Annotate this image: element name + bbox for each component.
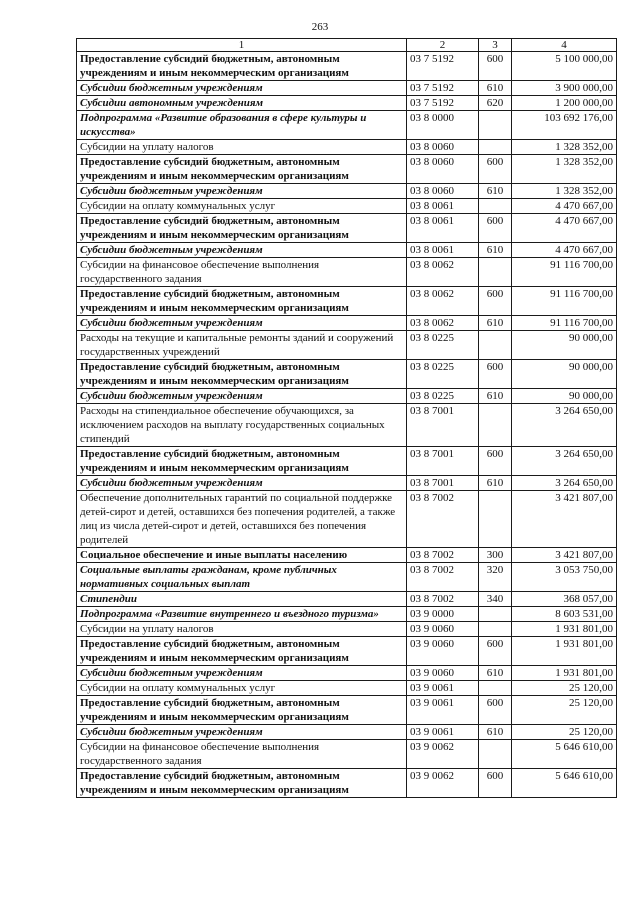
row-type-cell [479,331,512,360]
header-col-3: 3 [479,39,512,52]
table-row [77,155,617,184]
row-name-cell: Субсидии бюджетным учреждениям [77,389,407,404]
row-type-cell: 610 [479,666,512,681]
row-code-cell: 03 8 0061 [407,214,479,243]
row-name-cell: Предоставление субсидий бюджетным, автономным учреждениям и иным некоммерческим организациям [77,447,407,476]
row-name-cell: Предоставление субсидий бюджетным, автономным учреждениям и иным некоммерческим организациям [77,214,407,243]
row-type-cell: 320 [479,563,512,592]
row-code-cell: 03 8 0225 [407,360,479,389]
row-type-cell: 600 [479,696,512,725]
row-amount-cell: 3 900 000,00 [512,81,617,96]
row-name-cell: Субсидии бюджетным учреждениям [77,316,407,331]
row-name-cell: Предоставление субсидий бюджетным, автономным учреждениям и иным некоммерческим организациям [77,52,407,81]
row-code-cell: 03 9 0060 [407,637,479,666]
row-code-cell: 03 8 0060 [407,184,479,199]
row-name-cell: Субсидии на финансовое обеспечение выполнения государственного задания [77,740,407,769]
row-amount-cell: 3 264 650,00 [512,447,617,476]
row-name-cell: Субсидии бюджетным учреждениям [77,184,407,199]
row-code-cell: 03 8 0225 [407,389,479,404]
row-type-cell: 610 [479,316,512,331]
table-row [77,563,617,592]
row-type-cell [479,404,512,447]
table-row [77,96,617,111]
row-amount-cell: 368 057,00 [512,592,617,607]
table-row [77,360,617,389]
table-row [77,389,617,404]
table-row [77,607,617,622]
table-row [77,447,617,476]
row-name-cell: Подпрограмма «Развитие внутреннего и въездного туризма» [77,607,407,622]
row-name-cell: Предоставление субсидий бюджетным, автономным учреждениям и иным некоммерческим организациям [77,287,407,316]
row-amount-cell: 4 470 667,00 [512,243,617,258]
row-type-cell: 610 [479,184,512,199]
row-amount-cell: 90 000,00 [512,331,617,360]
row-amount-cell: 4 470 667,00 [512,199,617,214]
row-type-cell [479,622,512,637]
row-type-cell [479,740,512,769]
row-name-cell: Субсидии автономным учреждениям [77,96,407,111]
row-name-cell: Расходы на стипендиальное обеспечение обучающихся, за исключением расходов на выплату государственных социальных стипендий [77,404,407,447]
row-type-cell: 610 [479,725,512,740]
row-type-cell: 600 [479,155,512,184]
header-col-1: 1 [77,39,407,52]
row-code-cell: 03 8 0061 [407,199,479,214]
row-code-cell: 03 8 7001 [407,404,479,447]
row-code-cell: 03 8 0060 [407,155,479,184]
row-type-cell: 300 [479,548,512,563]
row-name-cell: Субсидии на уплату налогов [77,140,407,155]
row-code-cell: 03 9 0061 [407,681,479,696]
row-name-cell: Субсидии бюджетным учреждениям [77,666,407,681]
row-amount-cell: 25 120,00 [512,696,617,725]
row-type-cell [479,111,512,140]
row-code-cell: 03 9 0060 [407,622,479,637]
row-type-cell: 600 [479,769,512,798]
table-row [77,696,617,725]
row-amount-cell: 3 264 650,00 [512,476,617,491]
table-row [77,81,617,96]
row-type-cell: 600 [479,360,512,389]
row-code-cell: 03 8 0062 [407,287,479,316]
row-amount-cell: 25 120,00 [512,681,617,696]
row-amount-cell: 90 000,00 [512,360,617,389]
row-amount-cell: 90 000,00 [512,389,617,404]
table-row [77,258,617,287]
table-row [77,725,617,740]
table-row [77,740,617,769]
table-row [77,331,617,360]
row-name-cell: Предоставление субсидий бюджетным, автономным учреждениям и иным некоммерческим организациям [77,696,407,725]
table-row [77,592,617,607]
row-amount-cell: 3 053 750,00 [512,563,617,592]
row-code-cell: 03 8 7002 [407,548,479,563]
table-row [77,243,617,258]
table-row [77,548,617,563]
row-name-cell: Субсидии на оплату коммунальных услуг [77,199,407,214]
row-code-cell: 03 8 0000 [407,111,479,140]
row-name-cell: Предоставление субсидий бюджетным, автономным учреждениям и иным некоммерческим организациям [77,769,407,798]
row-amount-cell: 91 116 700,00 [512,287,617,316]
row-name-cell: Социальное обеспечение и иные выплаты населению [77,548,407,563]
row-code-cell: 03 7 5192 [407,81,479,96]
row-name-cell: Обеспечение дополнительных гарантий по социальной поддержке детей-сирот и детей, оставшихся без попечения родителей, а также лиц из числа детей-сирот и детей, оставшихся без попечения родителей [77,491,407,548]
row-type-cell: 610 [479,476,512,491]
row-code-cell: 03 8 7001 [407,447,479,476]
row-amount-cell: 91 116 700,00 [512,316,617,331]
row-amount-cell: 91 116 700,00 [512,258,617,287]
row-name-cell: Субсидии на оплату коммунальных услуг [77,681,407,696]
row-type-cell: 600 [479,52,512,81]
table-row [77,622,617,637]
row-amount-cell: 1 328 352,00 [512,184,617,199]
table-row [77,287,617,316]
row-code-cell: 03 9 0060 [407,666,479,681]
table-row [77,316,617,331]
row-amount-cell: 3 264 650,00 [512,404,617,447]
row-amount-cell: 25 120,00 [512,725,617,740]
row-type-cell: 610 [479,389,512,404]
row-code-cell: 03 9 0062 [407,740,479,769]
row-name-cell: Подпрограмма «Развитие образования в сфере культуры и искусства» [77,111,407,140]
row-type-cell [479,607,512,622]
row-amount-cell: 5 646 610,00 [512,769,617,798]
row-code-cell: 03 8 7002 [407,592,479,607]
table-row [77,140,617,155]
row-code-cell: 03 8 0062 [407,258,479,287]
table-row [77,769,617,798]
row-name-cell: Субсидии бюджетным учреждениям [77,725,407,740]
row-code-cell: 03 8 0060 [407,140,479,155]
row-code-cell: 03 9 0061 [407,725,479,740]
row-type-cell: 620 [479,96,512,111]
row-amount-cell: 4 470 667,00 [512,214,617,243]
row-type-cell: 340 [479,592,512,607]
row-code-cell: 03 8 0225 [407,331,479,360]
row-name-cell: Субсидии на финансовое обеспечение выполнения государственного задания [77,258,407,287]
row-amount-cell: 1 931 801,00 [512,637,617,666]
row-name-cell: Субсидии на уплату налогов [77,622,407,637]
row-type-cell [479,681,512,696]
row-code-cell: 03 9 0062 [407,769,479,798]
page-number: 263 [311,21,329,33]
row-type-cell [479,199,512,214]
row-type-cell [479,258,512,287]
row-name-cell: Предоставление субсидий бюджетным, автономным учреждениям и иным некоммерческим организациям [77,360,407,389]
row-code-cell: 03 8 0062 [407,316,479,331]
row-type-cell: 600 [479,637,512,666]
row-name-cell: Расходы на текущие и капитальные ремонты зданий и сооружений государственных учреждений [77,331,407,360]
row-code-cell: 03 9 0061 [407,696,479,725]
row-name-cell: Социальные выплаты гражданам, кроме публичных нормативных социальных выплат [77,563,407,592]
row-type-cell: 600 [479,447,512,476]
table-row [77,491,617,548]
row-code-cell: 03 7 5192 [407,96,479,111]
row-name-cell: Субсидии бюджетным учреждениям [77,81,407,96]
row-code-cell: 03 8 7002 [407,563,479,592]
budget-table [76,38,617,798]
table-row [77,681,617,696]
row-type-cell: 600 [479,214,512,243]
table-row [77,111,617,140]
row-amount-cell: 1 931 801,00 [512,622,617,637]
header-col-4: 4 [512,39,617,52]
row-amount-cell: 103 692 176,00 [512,111,617,140]
row-code-cell: 03 8 7001 [407,476,479,491]
row-amount-cell: 8 603 531,00 [512,607,617,622]
table-row [77,184,617,199]
row-amount-cell: 5 646 610,00 [512,740,617,769]
row-amount-cell: 3 421 807,00 [512,548,617,563]
row-code-cell: 03 7 5192 [407,52,479,81]
row-amount-cell: 3 421 807,00 [512,491,617,548]
row-type-cell: 610 [479,81,512,96]
row-amount-cell: 1 328 352,00 [512,140,617,155]
row-name-cell: Субсидии бюджетным учреждениям [77,243,407,258]
table-row [77,476,617,491]
table-row [77,199,617,214]
table-header-row [77,39,617,52]
row-code-cell: 03 9 0000 [407,607,479,622]
row-type-cell: 610 [479,243,512,258]
table-row [77,666,617,681]
row-amount-cell: 1 931 801,00 [512,666,617,681]
table-row [77,637,617,666]
row-type-cell [479,140,512,155]
table-row [77,214,617,243]
row-name-cell: Стипендии [77,592,407,607]
table-row [77,404,617,447]
table-row [77,52,617,81]
row-amount-cell: 5 100 000,00 [512,52,617,81]
row-name-cell: Предоставление субсидий бюджетным, автономным учреждениям и иным некоммерческим организациям [77,637,407,666]
row-amount-cell: 1 328 352,00 [512,155,617,184]
row-type-cell [479,491,512,548]
row-type-cell: 600 [479,287,512,316]
row-code-cell: 03 8 7002 [407,491,479,548]
row-name-cell: Предоставление субсидий бюджетным, автономным учреждениям и иным некоммерческим организациям [77,155,407,184]
header-col-2: 2 [407,39,479,52]
row-name-cell: Субсидии бюджетным учреждениям [77,476,407,491]
row-code-cell: 03 8 0061 [407,243,479,258]
table-body [77,52,617,798]
row-amount-cell: 1 200 000,00 [512,96,617,111]
